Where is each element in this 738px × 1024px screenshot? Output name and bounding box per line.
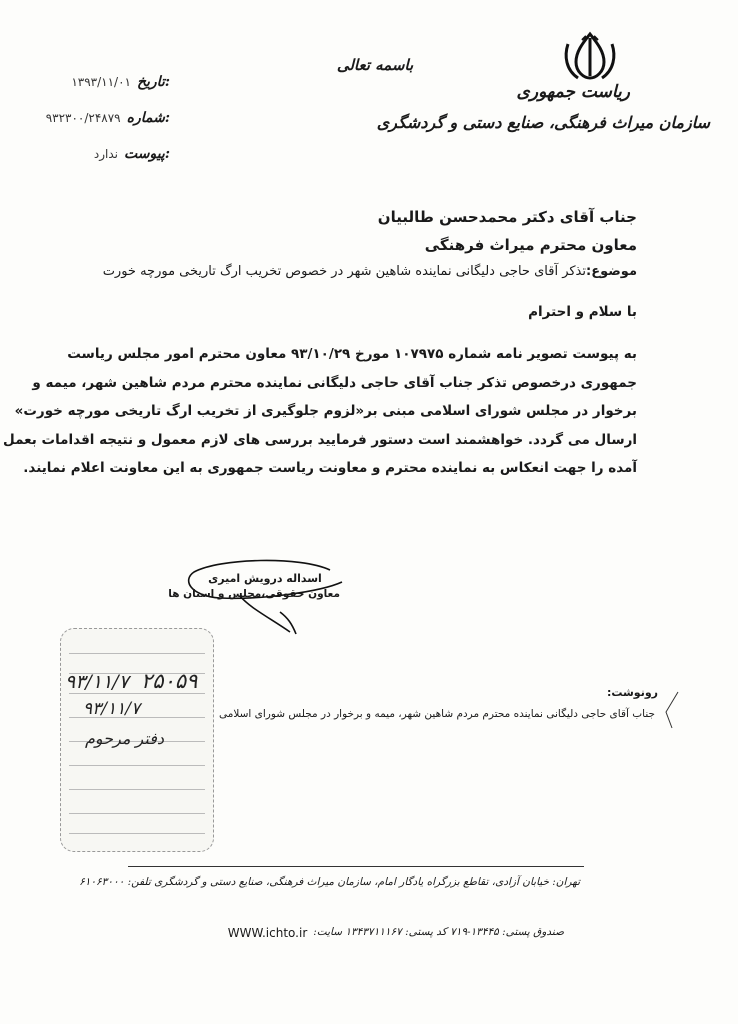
stamp-handwritten-date-2: ۹۳/۱۱/۷ [83, 699, 141, 719]
body-line: برخوار در مجلس شورای اسلامی مبنی بر«لزوم جلوگیری از تخریب ارگ تاریخی مورچه خورت» [14, 403, 637, 419]
subject-line [100, 264, 637, 279]
stamp-handwritten-date: ۹۳/۱۱/۷ [65, 671, 129, 693]
iran-emblem-icon [560, 30, 620, 82]
body-line: ارسال می گردد. خواهشمند است دستور فرمایید بررسی های لازم معمول و نتیجه اقدامات بعمل [3, 431, 637, 448]
number-field [45, 110, 170, 126]
footer-postal-text: صندوق پستی: ۱۳۴۴۵-۷۱۹ کد پستی: ۱۳۴۳۷۱۱۱۶۷ سایت: [313, 926, 564, 938]
letter-body [3, 340, 637, 483]
cc-text: جناب آقای حاجی دلیگانی نماینده محترم مردم شاهین شهر، میمه و برخوار در مجلس شورای اسلامی [218, 708, 655, 720]
recipient-name: جناب آقای دکتر محمدحسن طالبیان [377, 208, 637, 226]
organization-line-2: سازمان میراث فرهنگی، صنایع دستی و گردشگری [376, 113, 710, 132]
date-value: ۱۳۹۳/۱۱/۰۱ [71, 75, 131, 89]
signatory-name: اسداله درویش امیری [208, 572, 322, 585]
signatory-title: معاون حقوقی،مجلس و استان ها [168, 588, 340, 600]
body-line: جمهوری درخصوص تذکر جناب آقای حاجی دلیگانی نماینده محترم مردم شاهین شهر، میمه و [32, 374, 637, 391]
attachment-value: ندارد [93, 147, 118, 161]
footer-address: تهران: خیابان آزادی، تقاطع بزرگراه یادگار امام، سازمان میراث فرهنگی، صنایع دستی و گردشگری تلفن: ۶۱۰۶۳۰۰۰ [79, 876, 580, 888]
attachment-label: پیوست: [123, 146, 170, 162]
cc-label: رونوشت: [606, 686, 658, 699]
number-value: ۹۳۲۳۰۰/۲۴۸۷۹ [45, 111, 121, 125]
footer-website-link[interactable]: WWW.ichto.ir [227, 926, 308, 940]
recipient-title: معاون محترم میراث فرهنگی [424, 236, 637, 254]
footer-postal [227, 926, 564, 940]
number-label: شماره: [126, 110, 170, 126]
date-label: تاریخ: [136, 74, 170, 90]
stamp-handwritten-note: دفتر مرحوم [85, 729, 164, 748]
organization-line-1: ریاست جمهوری [516, 82, 630, 102]
body-line: به پیوست تصویر نامه شماره ۱۰۷۹۷۵ مورخ ۹۳/۱۰/۲۹ معاون محترم امور مجلس ریاست [67, 346, 637, 362]
attachment-field [80, 146, 170, 162]
stamp-handwritten-number: ۲۵۰۵۹ [141, 669, 198, 693]
body-line: آمده را جهت انعکاس به نماینده محترم و معاونت ریاست جمهوری به این معاونت اعلام نمایند. [23, 460, 637, 476]
registration-stamp [60, 628, 214, 852]
subject-label: موضوع: [586, 264, 637, 279]
basmala: باسمه تعالی [336, 56, 414, 74]
date-field [60, 74, 170, 90]
subject-text: تذکر آقای حاجی دلیگانی نماینده شاهین شهر در خصوص تخریب ارگ تاریخی مورچه خورت [102, 264, 586, 279]
greeting: با سلام و احترام [528, 304, 637, 320]
cc-bracket [662, 690, 680, 730]
footer-divider [128, 866, 584, 867]
